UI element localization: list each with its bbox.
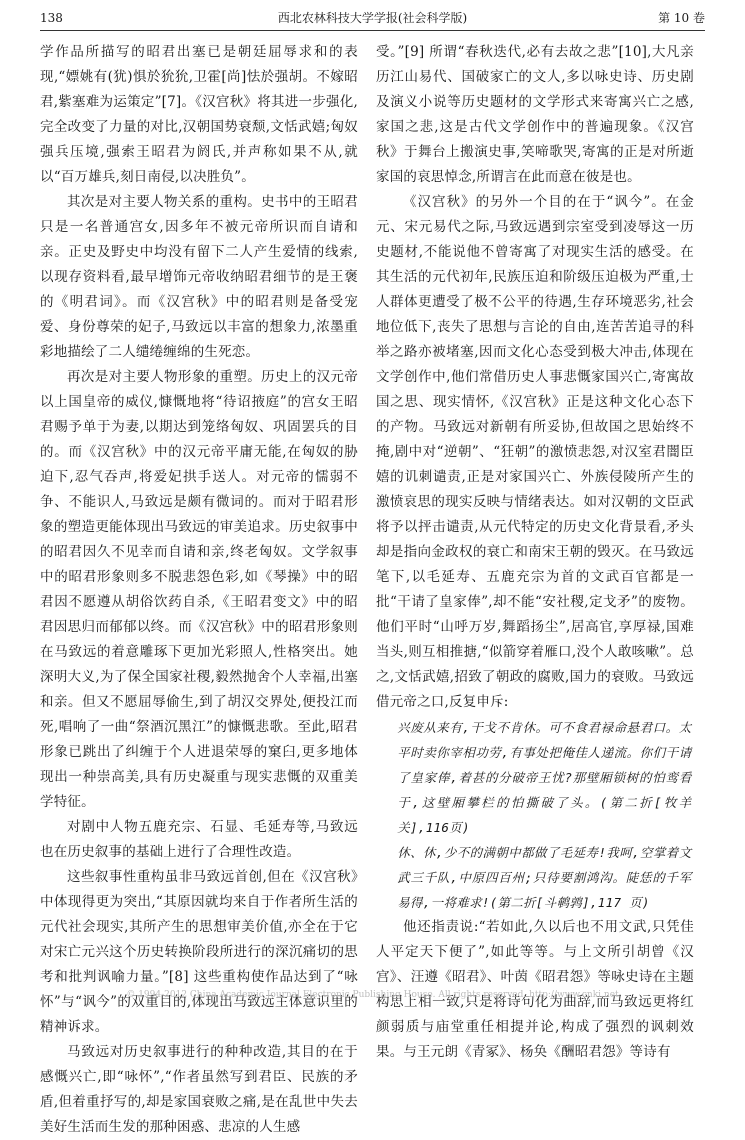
- block-quote: 休、休,少不的满朝中都做了毛延寿!我呵,空掌着文武三千队,中原四百州;只待要割鸿沟。陡恁的千军易得,一将难求!(第二折[斗鹌鹑],117 页): [397, 845, 692, 910]
- left-column: [40, 40, 358, 1140]
- paragraph: 受。”[9] 所谓“春秋迭代,必有去故之悲”[10],大凡亲历江山易代、国破家亡的文人,多以咏史诗、历史剧及演义小说等历史题材的文学形式来寄寓兴亡之感,家国之悲,这是古代文学创作中的普遍现象。《汉宫秋》于舞台上搬演史事,笑啼歌哭,寄寓的正是对所逝家国的哀思悼念,所谓言在此而意在彼是也。: [376, 44, 694, 185]
- paragraph: 马致远对历史叙事进行的种种改造,其目的在于感慨兴亡,即“咏怀”,“作者虽然写到君臣、民族的矛盾,但着重抒写的,却是家国衰败之痛,是在乱世中失去美好生活而生发的那种困惑、悲凉的人生感: [40, 1044, 358, 1135]
- paragraph: 《汉宫秋》的另外一个目的在于“讽今”。在金元、宋元易代之际,马致远遇到宗室受到凌辱这一历史题材,不能说他不曾寄寓了对现实生活的感受。在其生活的元代初年,民族压迫和阶级压迫极为严重,士人群体更遭受了极不公平的待遇,生存环境恶劣,社会地位低下,丧失了思想与言论的自由,连苦苦追寻的科举之路亦被堵塞,因而文化心态受到极大冲击,体现在文学创作中,他们常借历史人事悲慨家国兴亡,寄寓故国之思、现实情怀,《汉宫秋》正是这种文化心态下的产物。马致远对新朝有所妥协,但故国之思始终不掩,剧中对“逆朝”、“狂朝”的激愤悲怨,对汉室君闇臣嬉的讥刺谴责,正是对家国兴亡、外族侵陵所产生的激愤哀思的现实反映与情绪表达。如对汉朝的文臣武将予以抨击谴责,从元代特定的历史文化背景看,矛头却是指向金政权的衰亡和南宋王朝的毁灭。在马致远笔下,以毛延寿、五鹿充宗为首的文武百官都是一批“干请了皇家俸”,却不能“安社稷,定戈矛”的废物。他们平时“山呼万岁,舞蹈扬尘”,居高官,享厚禄,国难当头,则互相推搪,“似箭穿着雁口,没个人敢咳嗽”。总之,文恬武嬉,招致了朝政的腐败,国力的衰败。马致远借元帝之口,反复申斥:: [376, 194, 694, 710]
- running-header: [40, 8, 705, 31]
- watermark: © 1994-2012 China Academic Journal Electronic Publishing House. All rights reserved. http://www.cnki.net: [126, 990, 619, 1000]
- right-column: [376, 40, 694, 1065]
- paragraph: 他还指责说:“若如此,久以后也不用文武,只凭佳人平定天下便了”,如此等等。与上文所引胡曾《汉宫》、汪遵《昭君》、叶茵《昭君怨》等咏史诗在主题构思上相一致,只是将诗句化为曲辞,而马致远更将红颜弱质与庙堂重任相提并论,构成了强烈的讽刺效果。与王元朗《青冢》、杨奂《酬昭君怨》等诗有: [376, 919, 694, 1060]
- paragraph: 再次是对主要人物形象的重塑。历史上的汉元帝以上国皇帝的威仪,慷慨地将“待诏掖庭”的宫女王昭君赐予单于为妻,以期达到笼络匈奴、巩固罢兵的目的。而《汉宫秋》中的汉元帝平庸无能,在匈奴的胁迫下,忍气吞声,将爱妃拱手送人。对元帝的懦弱不争、不能识人,马致远是颇有微词的。而对于昭君形象的塑造更能体现出马致远的审美追求。历史叙事中的昭君因久不见幸而自请和亲,终老匈奴。文学叙事中的昭君形象则多不脱悲怨色彩,如《琴操》中的昭君因不愿遵从胡俗饮药自杀,《王昭君变文》中的昭君因思归而郁郁以终。而《汉宫秋》中的昭君形象则在马致远的着意雕琢下更加光彩照人,性格突出。她深明大义,为了保全国家社稷,毅然抛舍个人幸福,出塞和亲。但又不愿屈辱偷生,到了胡汉交界处,便投江而死,唱响了一曲“祭酒沉黑江”的慷慨悲歌。至此,昭君形象已跳出了纠缠于个人进退荣辱的窠臼,更多地体现出一种崇高美,具有历史凝重与现实悲慨的双重美学特征。: [40, 369, 358, 810]
- journal-title: 西北农林科技大学学报(社会科学版): [277, 11, 468, 25]
- paragraph: 其次是对主要人物关系的重构。史书中的王昭君只是一名普通宫女,因多年不被元帝所识而自请和亲。正史及野史中均没有留下二人产生爱情的线索,以现存资料看,最早增饰元帝收纳昭君细节的是王褒的《明君词》。而《汉宫秋》中的昭君则是备受宠爱、身份尊荣的妃子,马致远以丰富的想象力,浓墨重彩地描绘了二人缱绻缠绵的生死恋。: [40, 194, 358, 360]
- paragraph: 这些叙事性重构虽非马致远首创,但在《汉宫秋》中体现得更为突出,“其原因就均来自于作者所生活的元代社会现实,其所产生的思想审美价值,亦全在于它对宋亡元兴这个历史转换阶段所进行的深沉痛切的思考和批判讽喻力量。”[8] 这些重构使作品达到了“咏怀”与“讽今”的双重目的,体现出马致远主体意识里的精神诉求。: [40, 869, 358, 1035]
- paragraph: 学作品所描写的昭君出塞已是朝廷屈辱求和的表现,“嫖姚有(犹)惧於狁狁,卫霍[尚]怯於强胡。不嫁昭君,紫塞难为运策定”[7]。《汉宫秋》将其进一步强化,完全改变了力量的对比,汉朝国势衰颓,文恬武嬉;匈奴强兵压境,强索王昭君为阏氏,并声称如果不从,就以“百万雄兵,刻日南侵,以决胜负”。: [40, 44, 358, 185]
- block-quote: 兴废从来有,干戈不肯休。可不食君禄命悬君口。太平时卖你宰相功劳,有事处把俺佳人递流。你们干请了皇家俸,着甚的分破帝王忧?那壁厢锁树的怕鸾看于,这壁厢攀栏的怕撕破了头。(第二折[牧羊关],116页): [397, 720, 692, 835]
- page-number: 138: [40, 11, 63, 25]
- volume-label: 第 10 卷: [658, 11, 705, 25]
- paragraph: 对剧中人物五鹿充宗、石显、毛延寿等,马致远也在历史叙事的基础上进行了合理性改造。: [40, 819, 358, 860]
